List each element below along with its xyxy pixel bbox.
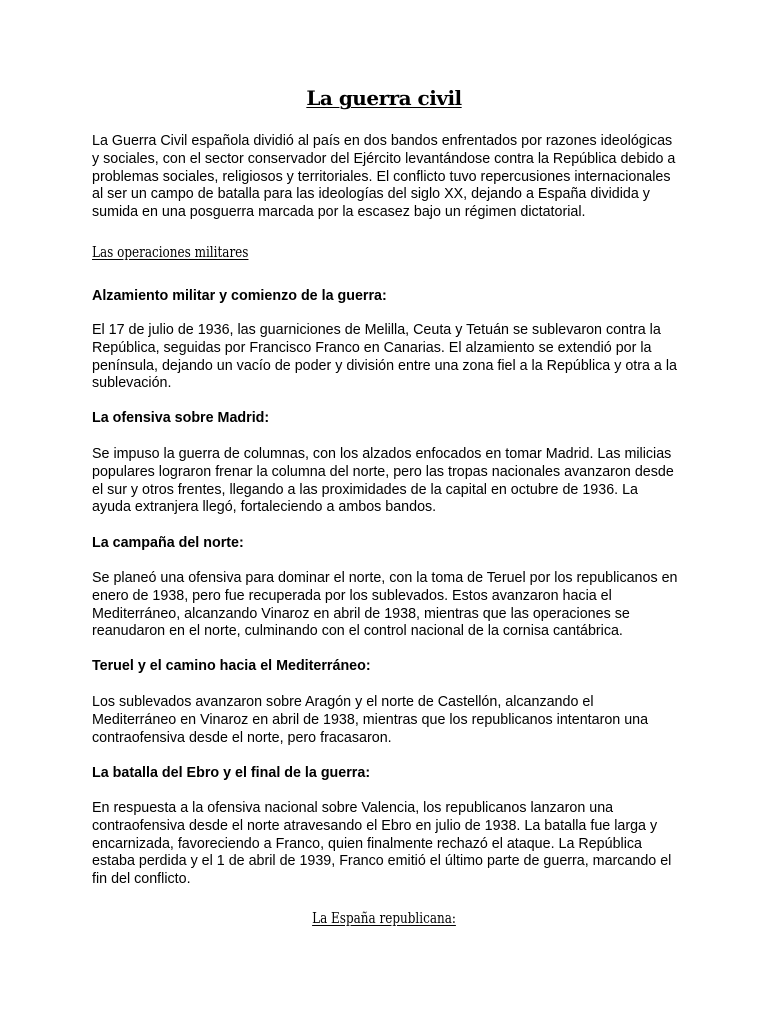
page-title: La guerra civil xyxy=(306,86,462,110)
text-line: contraofensiva desde el norte, pero fracasaron. xyxy=(92,729,392,746)
text-line: contraofensiva desde el norte atravesando el Ebro en julio de 1938. La batalla fue larga y xyxy=(92,817,658,834)
subheading-ofensiva-madrid: La ofensiva sobre Madrid: xyxy=(92,410,270,426)
subheading-batalla-ebro: La batalla del Ebro y el final de la guerra: xyxy=(92,765,371,781)
text-line: reanudaron en el norte, culminando con el control nacional de la cornisa cantábrica. xyxy=(92,623,623,640)
text-line: al ser un campo de batalla para las ideologías del siglo XX, dejando a España dividida y xyxy=(92,186,650,203)
text-line: La Guerra Civil española dividió al país en dos bandos enfrentados por razones ideológicas xyxy=(92,133,673,149)
text-line: populares lograron frenar la columna del norte, pero las tropas nacionales avanzaron desde xyxy=(92,463,674,480)
paragraph-teruel xyxy=(92,694,682,747)
subheading-alzamiento: Alzamiento militar y comienzo de la guerra: xyxy=(92,288,387,304)
text-line: estaba perdida y el 1 de abril de 1939, Franco emitió el último parte de guerra, marcando el xyxy=(92,853,672,870)
text-line: sublevación. xyxy=(92,375,172,392)
text-line: Mediterráneo, alcanzando Vinaroz en abril de 1938, mientras que las operaciones se xyxy=(92,605,630,622)
section-heading-operaciones: Las operaciones militares xyxy=(92,243,249,261)
text-line: y sociales, con el sector conservador del Ejército levantándose contra la República debido a xyxy=(92,150,676,167)
text-line: fin del conflicto. xyxy=(92,871,191,888)
text-line: Se planeó una ofensiva para dominar el norte, con la toma de Teruel por los republicanos en xyxy=(92,570,678,586)
text-line: ayuda extranjera llegó, fortaleciendo a ambos bandos. xyxy=(92,499,437,516)
text-line: el sur y otros frentes, llegando a las proximidades de la capital en octubre de 1936. La xyxy=(92,481,638,498)
text-line: encarnizada, favoreciendo a Franco, quien finalmente rechazó el ataque. La República xyxy=(92,835,642,852)
subheading-campana-norte: La campaña del norte: xyxy=(92,535,244,551)
paragraph-batalla-ebro xyxy=(92,800,682,889)
paragraph-ofensiva-madrid xyxy=(92,446,682,517)
text-line: Se impuso la guerra de columnas, con los alzados enfocados en tomar Madrid. Las milicias xyxy=(92,446,672,462)
intro-paragraph xyxy=(92,133,682,222)
paragraph-alzamiento xyxy=(92,322,682,393)
text-line: El 17 de julio de 1936, las guarniciones de Melilla, Ceuta y Tetuán se sublevaron contra la xyxy=(92,322,661,338)
paragraph-campana-norte xyxy=(92,570,682,641)
text-line: problemas sociales, religiosos y territoriales. El conflicto tuvo repercusiones internacionales xyxy=(92,168,671,185)
text-line: península, dejando un vacío de poder y división entre una zona fiel a la República y otra a la xyxy=(92,357,677,374)
text-line: enero de 1938, pero fue recuperada por los sublevados. Estos avanzaron hacia el xyxy=(92,587,612,604)
subheading-teruel: Teruel y el camino hacia el Mediterráneo: xyxy=(92,658,371,674)
text-line: Los sublevados avanzaron sobre Aragón y el norte de Castellón, alcanzando el xyxy=(92,694,594,710)
text-line: En respuesta a la ofensiva nacional sobre Valencia, los republicanos lanzaron una xyxy=(92,800,614,816)
text-line: República, seguidas por Francisco Franco en Canarias. El alzamiento se extendió por la xyxy=(92,339,652,356)
section-heading-espana-republicana: La España republicana: xyxy=(312,909,456,927)
text-line: Mediterráneo en Vinaroz en abril de 1938, mientras que los republicanos intentaron una xyxy=(92,711,649,728)
text-line: sumida en una posguerra marcada por la escasez bajo un régimen dictatorial. xyxy=(92,204,586,221)
